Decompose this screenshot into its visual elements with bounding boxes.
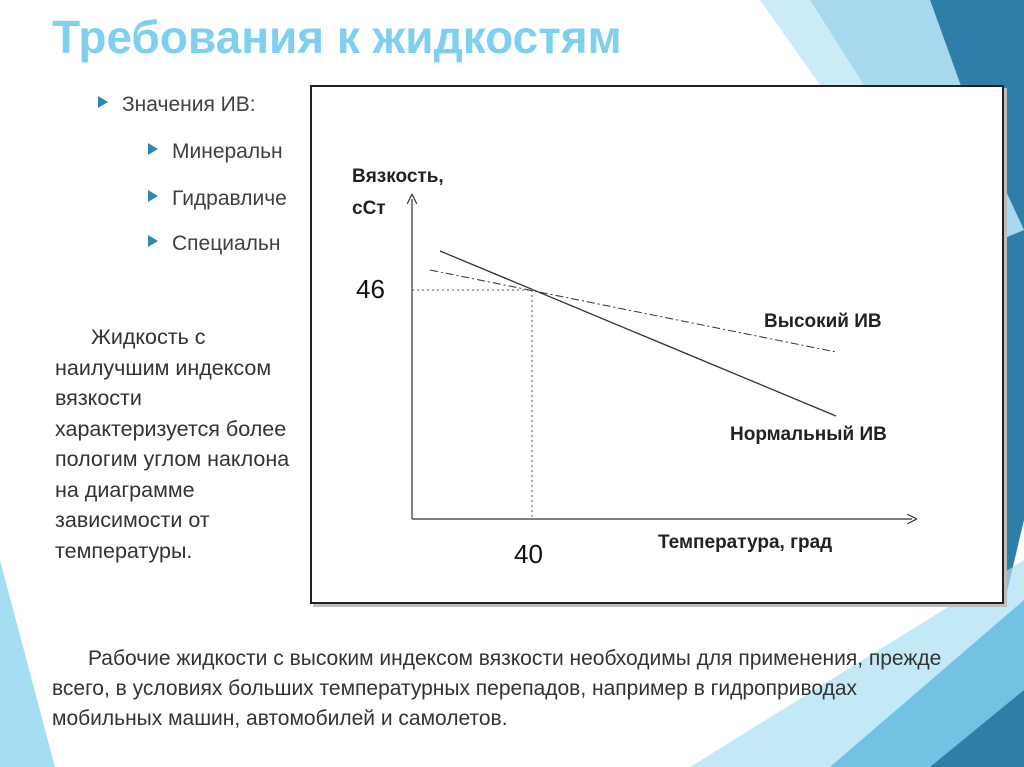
x-axis-label: Температура, град [658, 532, 833, 553]
y-marker-label: 46 [356, 274, 385, 304]
y-axis-label-line2: сСт [352, 198, 386, 219]
bullet-sub-2 [148, 187, 287, 211]
bullet-arrow-icon [148, 143, 158, 155]
series-label-normal-vi: Нормальный ИВ [730, 424, 887, 445]
bullet-arrow-icon [148, 190, 158, 202]
viscosity-temperature-chart [312, 87, 1002, 602]
bullet-main [98, 93, 256, 117]
bullet-main-text: Значения ИВ: [122, 93, 256, 116]
bullet-sub-text: Гидравличе [172, 187, 287, 210]
side-paragraph: Жидкость с наилучшим индексом вязкости характеризуется более пологим углом наклона на диаграмме зависимости от температуры. [55, 325, 290, 563]
x-marker-label: 40 [514, 539, 543, 569]
y-axis-label-line1: Вязкость, [352, 166, 444, 187]
bullet-sub-text: Специальн [172, 232, 281, 255]
bullet-sub-1 [148, 140, 283, 164]
series-line-normal-vi [440, 251, 836, 416]
bullet-arrow-icon [98, 96, 108, 108]
slide-title: Требования к жидкостям [52, 11, 622, 63]
bullet-arrow-icon [148, 235, 158, 247]
viscosity-chart-frame [310, 85, 1004, 604]
bottom-paragraph: Рабочие жидкости с высоким индексом вязкости необходимы для применения, прежде всего, в условиях больших температурных перепадов, например в гидроприводах мобильных машин, автомобилей и самолетов. [52, 647, 942, 730]
series-label-high-vi: Высокий ИВ [764, 311, 882, 332]
bullet-sub-text: Минеральн [172, 140, 283, 163]
deco-bottom-left [0, 560, 55, 767]
bullet-sub-3 [148, 232, 280, 256]
